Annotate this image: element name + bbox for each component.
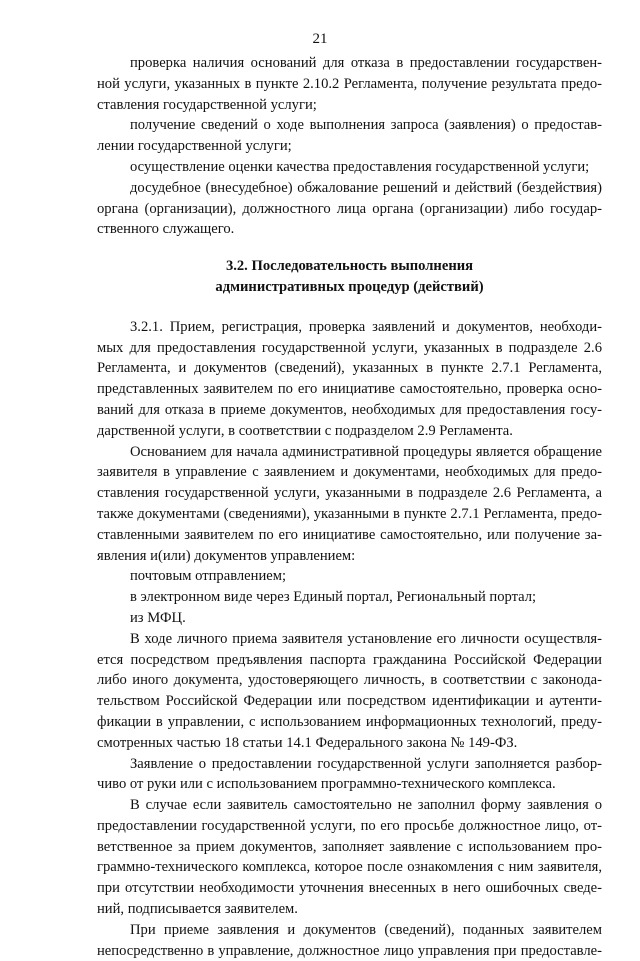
page-number: 21 xyxy=(312,31,328,47)
text-line: мых для предоставления государственной услуги, указанных в подразделе 2.6 xyxy=(97,339,602,356)
text-line: лении государственной услуги; xyxy=(97,138,292,155)
text-line: предоставлении государственной услуги, по его просьбе должностное лицо, от- xyxy=(97,817,602,834)
text-line: ной услуги, указанных в пункте 2.10.2 Регламента, получение результата предо- xyxy=(97,75,602,92)
text-line: чиво от руки или с использованием программно-технического комплекса. xyxy=(97,776,556,793)
text-line: органа (организации), должностного лица органа (организации) либо государ- xyxy=(97,200,602,217)
text-line: при отсутствии необходимости уточнения внесенных в него ошибочных сведе- xyxy=(97,880,602,897)
text-line: осуществление оценки качества предоставления государственной услуги; xyxy=(130,158,590,175)
text-line: ственного служащего. xyxy=(97,221,235,238)
text-line: представленных заявителем по его инициативе самостоятельно, проверка осно- xyxy=(97,381,602,398)
text-line: из МФЦ. xyxy=(130,609,186,626)
text-line: ваний для отказа в приеме документов, необходимых для предоставления госу- xyxy=(97,401,602,418)
text-line: ставленными заявителем по его инициативе самостоятельно, или получение за- xyxy=(97,526,602,543)
section-heading: 3.2. Последовательность выполнения xyxy=(225,258,474,275)
document-body xyxy=(97,53,602,961)
text-line: дарственной услуги, в соответствии с подразделом 2.9 Регламента. xyxy=(97,422,513,439)
text-line: ветственное за прием документов, заполняет заявление с использованием про- xyxy=(97,838,602,855)
text-line: 3.2.1. Прием, регистрация, проверка заявлений и документов, необходи- xyxy=(130,318,602,335)
text-line: в электронном виде через Единый портал, Региональный портал; xyxy=(130,589,537,606)
text-line: также документами (сведениями), указанными в пункте 2.7.1 Регламента, предо- xyxy=(97,505,602,522)
text-line: В ходе личного приема заявителя установление его личности осуществля- xyxy=(130,630,602,647)
text-line: ний, подписывается заявителем. xyxy=(97,901,298,918)
text-line: В случае если заявитель самостоятельно не заполнил форму заявления о xyxy=(130,797,602,814)
text-line: ставления государственной услуги; xyxy=(97,96,317,113)
text-line: проверка наличия оснований для отказа в предоставлении государствен- xyxy=(130,55,602,71)
text-line: почтовым отправлением; xyxy=(130,568,287,585)
text-line: либо иного документа, удостоверяющего личность, в соответствии с законода- xyxy=(97,672,602,689)
text-line: досудебное (внесудебное) обжалование решений и действий (бездействия) xyxy=(130,179,602,196)
text-line: получение сведений о ходе выполнения запроса (заявления) о предостав- xyxy=(130,117,602,134)
text-line: заявителя в управление с заявлением и документами, необходимых для предо- xyxy=(97,464,602,481)
text-line: ставления государственной услуги, указанными в подразделе 2.6 Регламента, а xyxy=(97,485,602,502)
text-line: фикации в управлении, с использованием информационных технологий, преду- xyxy=(97,713,602,730)
text-line: При приеме заявления и документов (сведений), поданных заявителем xyxy=(130,921,602,938)
text-line: Заявление о предоставлении государственной услуги заполняется разбор- xyxy=(130,755,602,772)
text-line: явления и(или) документов управлением: xyxy=(97,547,356,564)
text-line: Основанием для начала административной процедуры является обращение xyxy=(130,443,602,460)
text-line: Регламента, и документов (сведений), указанных в пункте 2.7.1 Регламента, xyxy=(97,360,602,377)
text-line: ется посредством предъявления паспорта гражданина Российской Федерации xyxy=(97,651,602,668)
text-line: граммно-технического комплекса, которое после ознакомления с ним заявителя, xyxy=(97,859,602,876)
text-line: непосредственно в управление, должностное лицо управления при предоставле- xyxy=(97,942,602,959)
text-line: тельством Российской Федерации или посредством идентификации и аутенти- xyxy=(97,693,602,710)
section-heading: административных процедур (действий) xyxy=(215,278,484,295)
text-line: смотренных частью 18 статьи 14.1 Федерального закона № 149-ФЗ. xyxy=(97,734,518,751)
